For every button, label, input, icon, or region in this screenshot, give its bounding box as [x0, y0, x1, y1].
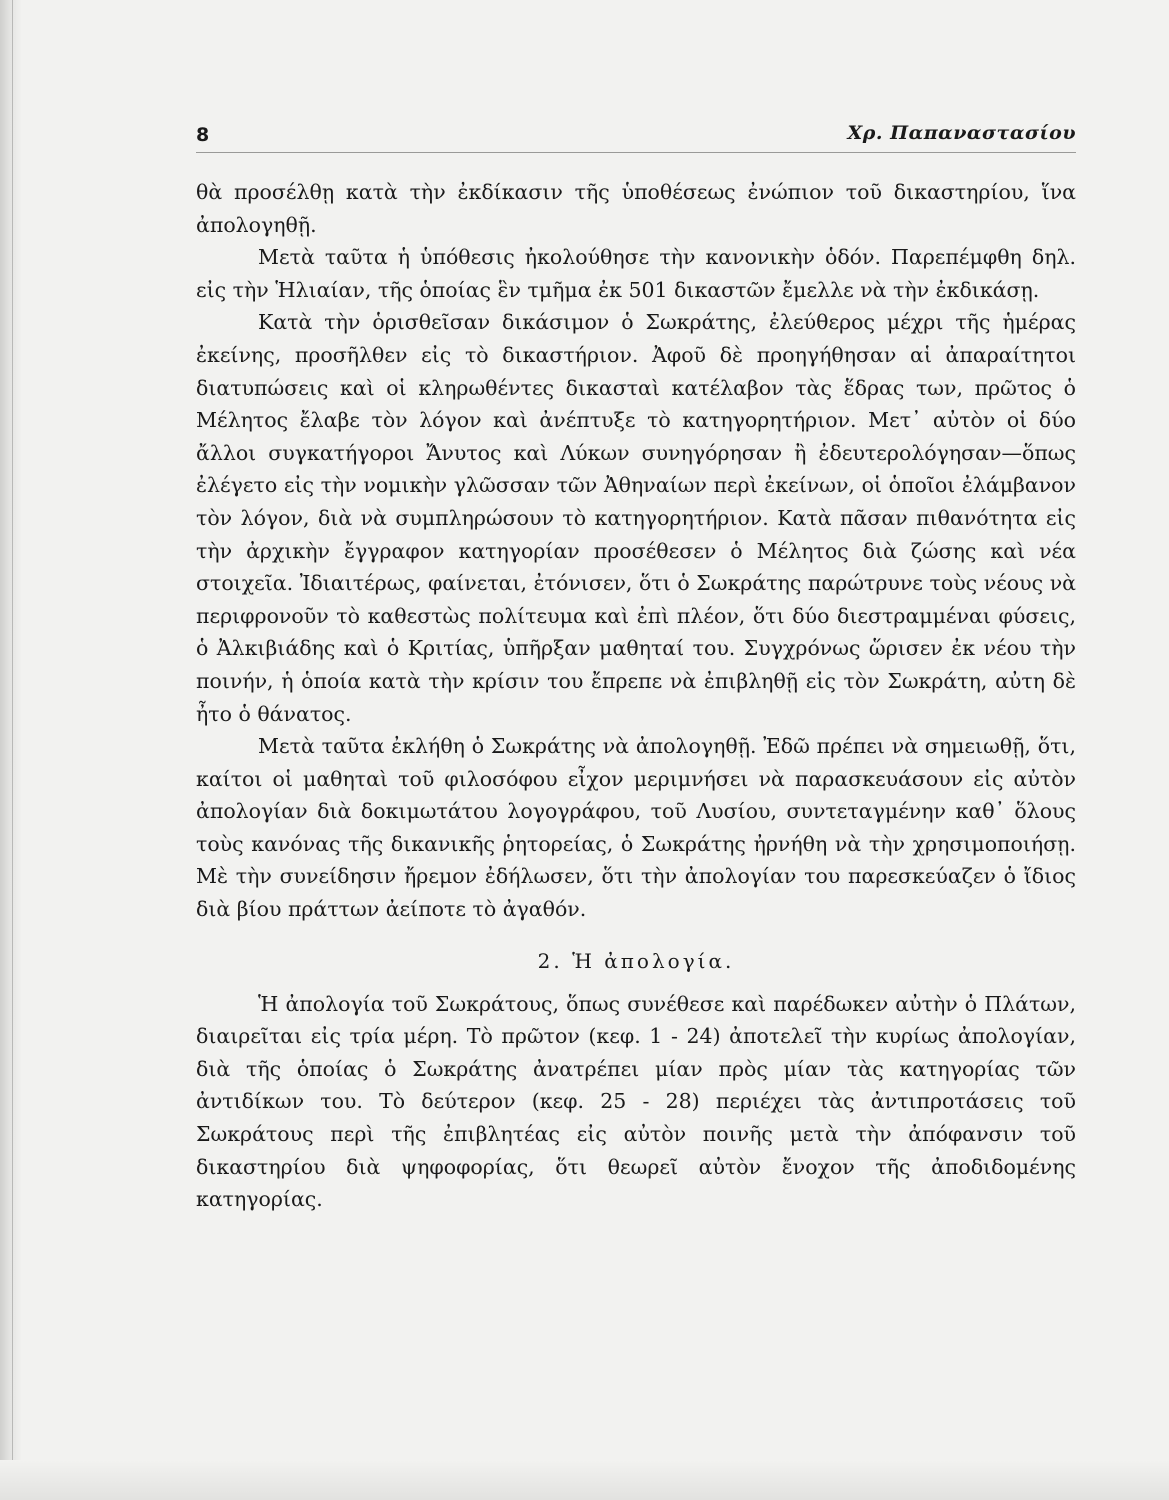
- header-author: Χρ. Παπαναστασίου: [847, 122, 1076, 144]
- body-text: [196, 176, 1076, 1216]
- paragraph: Ἡ ἀπολογία τοῦ Σωκράτους, ὅπως συνέθεσε καὶ παρέδωκεν αὐτὴν ὁ Πλάτων, διαιρεῖται εἰς τρία μέρη. Τὸ πρῶτον (κεφ. 1 - 24) ἀποτελεῖ τὴν κυρίως ἀπολογίαν, διὰ τῆς ὁποίας ὁ Σωκράτης ἀνατρέπει μίαν πρὸς μίαν τὰς κατηγορίας τῶν ἀντιδίκων του. Τὸ δεύτερον (κεφ. 25 - 28) περιέχει τὰς ἀντιπροτάσεις τοῦ Σωκράτους περὶ τῆς ἐπιβλητέας εἰς αὐτὸν ποινῆς μετὰ τὴν ἀπόφανσιν τοῦ δικαστηρίου διὰ ψηφοφορίας, ὅτι θεωρεῖ αὐτὸν ἔνοχον τῆς ἀποδιδομένης κατηγορίας.: [196, 991, 1076, 1212]
- paragraph-continued: θὰ προσέλθῃ κατὰ τὴν ἐκδίκασιν τῆς ὑποθέσεως ἐνώπιον τοῦ δικαστηρίου, ἵνα ἀπολογηθῇ.: [196, 180, 1076, 237]
- section-heading: 2. Ἡ ἀπολογία.: [537, 948, 735, 973]
- paragraph: Μετὰ ταῦτα ἐκλήθη ὁ Σωκράτης νὰ ἀπολογηθῇ. Ἐδῶ πρέπει νὰ σημειωθῇ, ὅτι, καίτοι οἱ μαθηταὶ τοῦ φιλοσόφου εἶχον μεριμνήσει νὰ παρασκευάσουν εἰς αὐτὸν ἀπολογίαν διὰ δοκιμωτάτου λογογράφου, τοῦ Λυσίου, συντεταγμένην καθ᾽ ὅλους τοὺς κανόνας τῆς δικανικῆς ῥητορείας, ὁ Σωκράτης ἠρνήθη νὰ τὴν χρησιμοποιήσῃ. Μὲ τὴν συνείδησιν ἤρεμον ἐδήλωσεν, ὅτι τὴν ἀπολογίαν του παρεσκεύαζεν ὁ ἴδιος διὰ βίου πράττων ἀείποτε τὸ ἀγαθόν.: [196, 734, 1076, 922]
- paragraph: Κατὰ τὴν ὁρισθεῖσαν δικάσιμον ὁ Σωκράτης, ἐλεύθερος μέχρι τῆς ἡμέρας ἐκείνης, προσῆλθεν εἰς τὸ δικαστήριον. Ἀφοῦ δὲ προηγήθησαν αἱ ἀπαραίτητοι διατυπώσεις καὶ οἱ κληρωθέντες δικασταὶ κατέλαβον τὰς ἕδρας των, πρῶτος ὁ Μέλητος ἔλαβε τὸν λόγον καὶ ἀνέπτυξε τὸ κατηγορητήριον. Μετ᾽ αὐτὸν οἱ δύο ἄλλοι συγκατήγοροι Ἄνυτος καὶ Λύκων συνηγόρησαν ἢ ἐδευτερολόγησαν—ὅπως ἐλέγετο εἰς τὴν νομικὴν γλῶσσαν τῶν Ἀθηναίων περὶ ἐκείνων, οἱ ὁποῖοι ἐλάμβανον τὸν λόγον, διὰ νὰ συμπληρώσουν τὸ κατηγορητήριον. Κατὰ πᾶσαν πιθανότητα εἰς τὴν ἀρχικὴν ἔγγραφον κατηγορίαν προσέθεσεν ὁ Μέλητος διὰ ζώσης καὶ νέα στοιχεῖα. Ἰδιαιτέρως, φαίνεται, ἐτόνισεν, ὅτι ὁ Σωκράτης παρώτρυνε τοὺς νέους νὰ περιφρονοῦν τὸ καθεστὼς πολίτευμα καὶ ἐπὶ πλέον, ὅτι δύο διεστραμμέναι φύσεις, ὁ Ἀλκιβιάδης καὶ ὁ Κριτίας, ὑπῆρξαν μαθηταί του. Συγχρόνως ὥρισεν ἐκ νέου τὴν ποινήν, ἡ ὁποία κατὰ τὴν κρίσιν του ἔπρεπε νὰ ἐπιβληθῇ εἰς τὸν Σωκράτη, αὐτη δὲ ἦτο ὁ θάνατος.: [196, 310, 1076, 726]
- page-number: 8: [196, 124, 210, 146]
- scan-page-edge: [0, 0, 22, 1500]
- paragraph: Μετὰ ταῦτα ἡ ὑπόθεσις ἠκολούθησε τὴν κανονικὴν ὁδόν. Παρεπέμφθη δηλ. εἰς τὴν Ἡλιαίαν, τῆς ὁποίας ἓν τμῆμα ἐκ 501 δικαστῶν ἔμελλε νὰ τὴν ἐκδικάσῃ.: [196, 245, 1076, 302]
- scan-bottom-shade: [0, 1460, 1169, 1500]
- running-head: [196, 116, 1076, 153]
